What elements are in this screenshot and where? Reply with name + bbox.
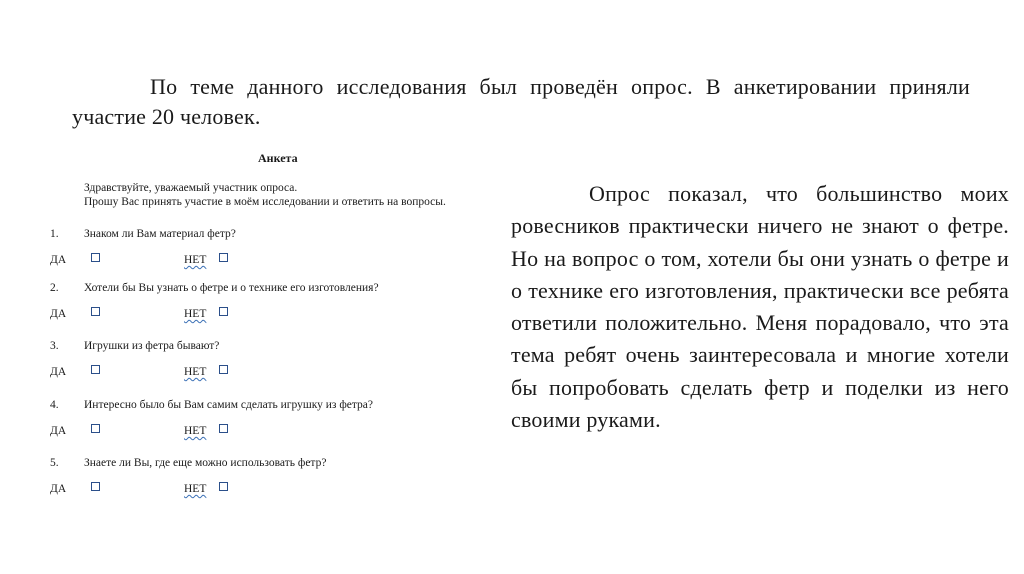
no-label: НЕТ [184, 366, 207, 378]
question-number: 2. [50, 282, 59, 294]
question-text: Хотели бы Вы узнать о фетре и о технике его изготовления? [84, 282, 379, 294]
yes-label: ДА [50, 483, 67, 495]
yes-checkbox[interactable] [91, 365, 100, 374]
question-text: Знаком ли Вам материал фетр? [84, 228, 236, 240]
intro-paragraph: По теме данного исследования был проведён опрос. В анкетировании приняли участие 20 человек. [72, 74, 970, 129]
no-label: НЕТ [184, 425, 207, 437]
no-checkbox[interactable] [219, 365, 228, 374]
yes-label: ДА [50, 425, 67, 437]
yes-label: ДА [50, 308, 67, 320]
greeting-line-1: Здравствуйте, уважаемый участник опроса. [84, 182, 298, 194]
question-text: Знаете ли Вы, где еще можно использовать фетр? [84, 457, 327, 469]
question-number: 4. [50, 399, 59, 411]
greeting-line-2: Прошу Вас принять участие в моём исследовании и ответить на вопросы. [84, 196, 446, 208]
no-label: НЕТ [184, 254, 207, 266]
no-checkbox[interactable] [219, 307, 228, 316]
conclusion-paragraph: Опрос показал, что большинство моих ровесников практически ничего не знают о фетре. Но на вопрос о том, хотели бы они узнать о фетре и о технике его изготовления, практически все ребята ответили положительно. Меня порадовало, что эта тема ребят очень заинтересовала и многие хотели бы попробовать сделать фетр и поделки из него своими руками. [511, 181, 1009, 433]
yes-checkbox[interactable] [91, 482, 100, 491]
yes-checkbox[interactable] [91, 307, 100, 316]
question-number: 5. [50, 457, 59, 469]
question-text: Интересно было бы Вам самим сделать игрушку из фетра? [84, 399, 373, 411]
survey-greeting [84, 181, 446, 209]
no-checkbox[interactable] [219, 424, 228, 433]
no-label: НЕТ [184, 308, 207, 320]
question-number: 3. [50, 340, 59, 352]
survey-title: Анкета [258, 151, 298, 165]
yes-label: ДА [50, 366, 67, 378]
yes-checkbox[interactable] [91, 424, 100, 433]
yes-label: ДА [50, 254, 67, 266]
yes-checkbox[interactable] [91, 253, 100, 262]
no-label: НЕТ [184, 483, 207, 495]
no-checkbox[interactable] [219, 253, 228, 262]
no-checkbox[interactable] [219, 482, 228, 491]
question-number: 1. [50, 228, 59, 240]
question-text: Игрушки из фетра бывают? [84, 340, 220, 352]
